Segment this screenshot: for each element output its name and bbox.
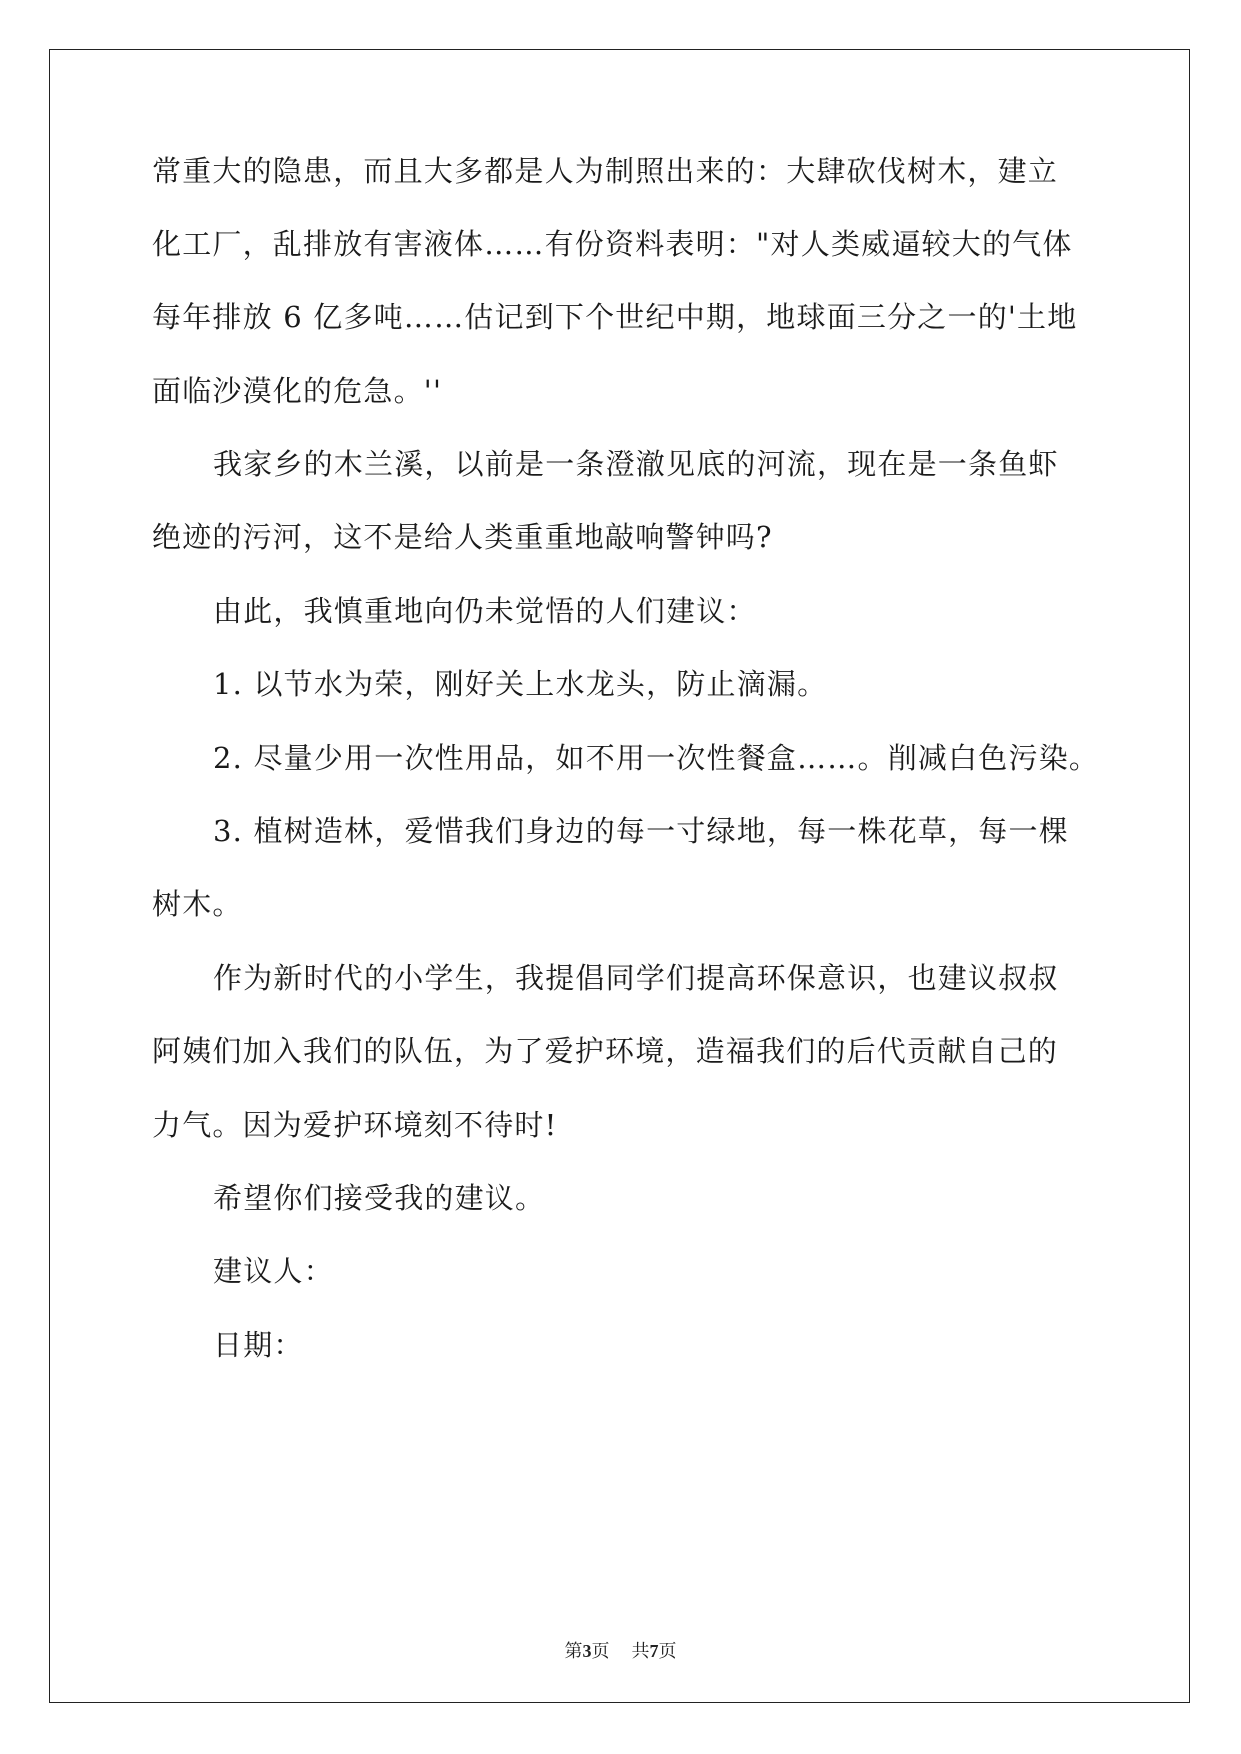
text-line: 绝迹的污河，这不是给人类重重地敲响警钟吗?	[152, 520, 773, 554]
paragraph-line: 希望你们接受我的建议。	[213, 1181, 546, 1215]
page-number: 3	[582, 1641, 592, 1661]
total-suffix: 页	[658, 1641, 677, 1662]
page-suffix: 页	[591, 1641, 610, 1662]
page-footer	[0, 1640, 1241, 1663]
paragraph-line: 作为新时代的小学生，我提倡同学们提高环保意识，也建议叔叔	[213, 961, 1059, 995]
signature-label: 建议人：	[213, 1254, 334, 1288]
list-item: 1. 以节水为荣，刚好关上水龙头，防止滴漏。	[213, 667, 828, 701]
text-line: 常重大的隐患，而且大多都是人为制照出来的：大肆砍伐树木，建立	[152, 154, 1059, 188]
date-label: 日期：	[213, 1328, 304, 1362]
text-line: 阿姨们加入我们的队伍，为了爱护环境，造福我们的后代贡献自己的	[152, 1034, 1059, 1068]
text-line: 每年排放 6 亿多吨……估记到下个世纪中期，地球面三分之一的'土地	[152, 300, 1078, 334]
text-line: 树木。	[152, 887, 243, 921]
total-prefix: 共	[631, 1641, 650, 1662]
text-line: 面临沙漠化的危急。''	[152, 374, 443, 408]
page-frame	[49, 49, 1190, 1703]
paragraph-line: 我家乡的木兰溪，以前是一条澄澈见底的河流，现在是一条鱼虾	[213, 447, 1059, 481]
text-line: 化工厂，乱排放有害液体……有份资料表明："对人类威逼较大的气体	[152, 227, 1073, 261]
list-item: 3. 植树造林，爱惜我们身边的每一寸绿地，每一株花草，每一棵	[213, 814, 1069, 848]
page-prefix: 第	[564, 1641, 583, 1662]
list-item: 2. 尽量少用一次性用品，如不用一次性餐盒……。削减白色污染。	[213, 741, 1100, 775]
total-pages: 7	[649, 1641, 659, 1661]
text-line: 力气。因为爱护环境刻不待时!	[152, 1108, 558, 1142]
paragraph-line: 由此，我慎重地向仍未觉悟的人们建议：	[213, 594, 757, 628]
